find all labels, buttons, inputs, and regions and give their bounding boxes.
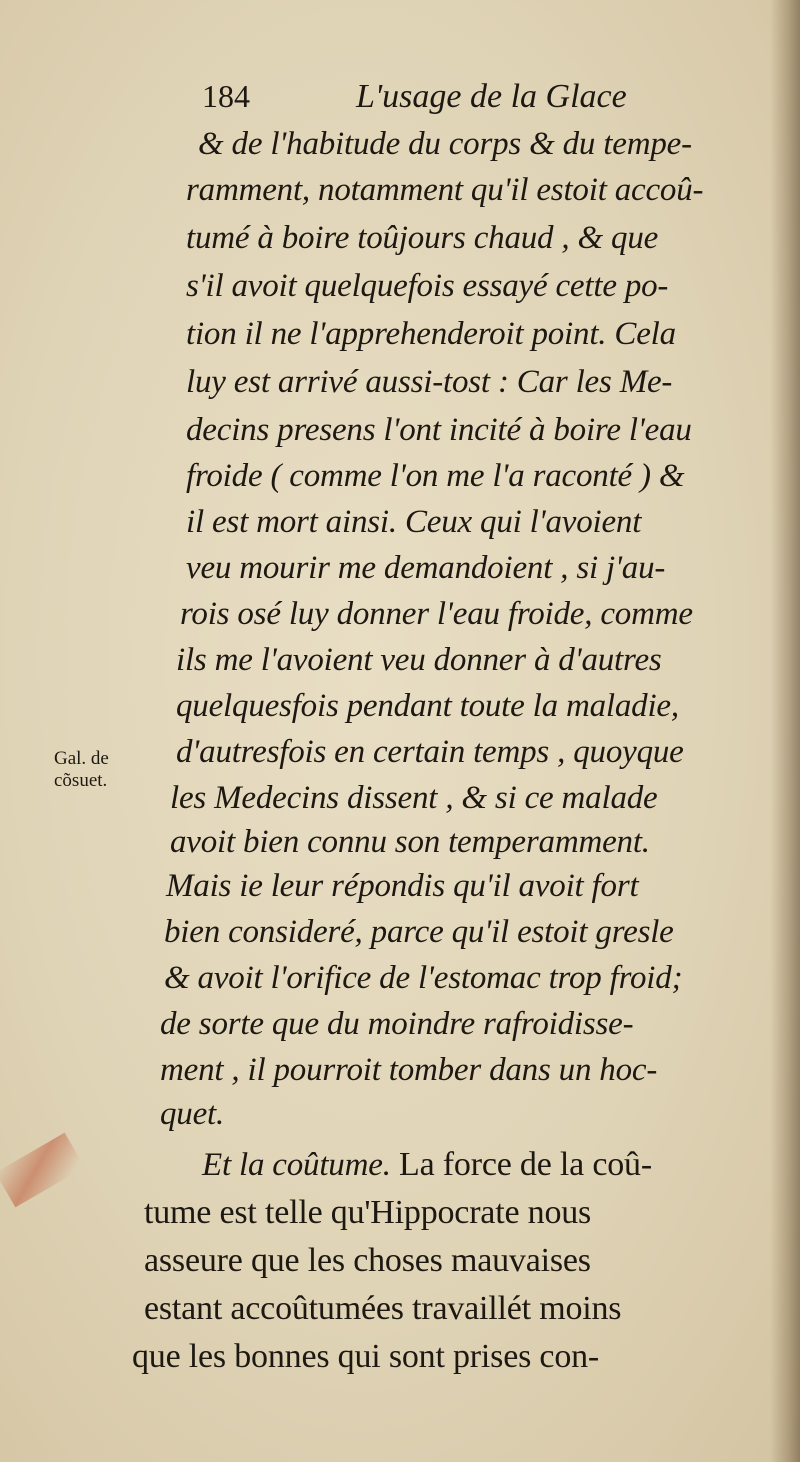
running-title: L'usage de la Glace <box>356 78 627 115</box>
page-header <box>196 78 756 122</box>
text-line: tume est telle qu'Hippocrate nous <box>144 1194 592 1231</box>
text-line: tion il ne l'apprehenderoit point. Cela <box>186 316 676 352</box>
text-line: asseure que les choses mauvaises <box>144 1242 591 1279</box>
text-line: avoit bien connu son temperamment. <box>170 824 650 860</box>
text-line: Mais ie leur répondis qu'il avoit fort <box>166 868 639 904</box>
page-number: 184 <box>202 78 250 114</box>
text-line: quelquesfois pendant toute la maladie, <box>176 688 679 724</box>
text-line: d'autresfois en certain temps , quoyque <box>176 734 684 770</box>
paragraph-lead: Et la coûtume. <box>202 1147 391 1183</box>
text-line: ramment, notamment qu'il estoit accoû- <box>186 172 704 208</box>
marginal-note-line: cõsuet. <box>54 769 108 791</box>
text-line: s'il avoit quelquefois essayé cette po- <box>186 268 669 304</box>
text-line: ment , il pourroit tomber dans un hoc- <box>160 1052 658 1088</box>
paragraph-text: La force de la coû- <box>390 1146 652 1183</box>
text-line: que les bonnes qui sont prises con- <box>132 1338 600 1375</box>
text-line: les Medecins dissent , & si ce malade <box>170 780 658 816</box>
text-line: luy est arrivé aussi-tost : Car les Me- <box>186 364 673 400</box>
text-line: decins presens l'ont incité à boire l'eau <box>186 412 692 448</box>
text-line: quet. <box>160 1096 225 1132</box>
text-line: de sorte que du moindre rafroidisse- <box>160 1006 634 1042</box>
text-line: veu mourir me demandoient , si j'au- <box>186 550 666 586</box>
text-line: & avoit l'orifice de l'estomac trop froid; <box>164 960 683 996</box>
text-line: froide ( comme l'on me l'a raconté ) & <box>186 458 685 494</box>
marginal-note <box>54 748 164 792</box>
text-line: estant accoûtumées travaillét moins <box>144 1290 622 1327</box>
red-ink-stain <box>0 1133 85 1208</box>
text-line <box>202 1148 652 1182</box>
page-gutter-shadow <box>770 0 800 1462</box>
marginal-note-line: Gal. de <box>54 748 109 769</box>
text-line: il est mort ainsi. Ceux qui l'avoient <box>186 504 642 540</box>
text-line: & de l'habitude du corps & du tempe- <box>198 126 692 162</box>
text-line: tumé à boire toûjours chaud , & que <box>186 220 659 256</box>
text-line: rois osé luy donner l'eau froide, comme <box>180 596 693 632</box>
text-line: bien consideré, parce qu'il estoit gresle <box>164 914 674 950</box>
text-line: ils me l'avoient veu donner à d'autres <box>176 642 662 678</box>
